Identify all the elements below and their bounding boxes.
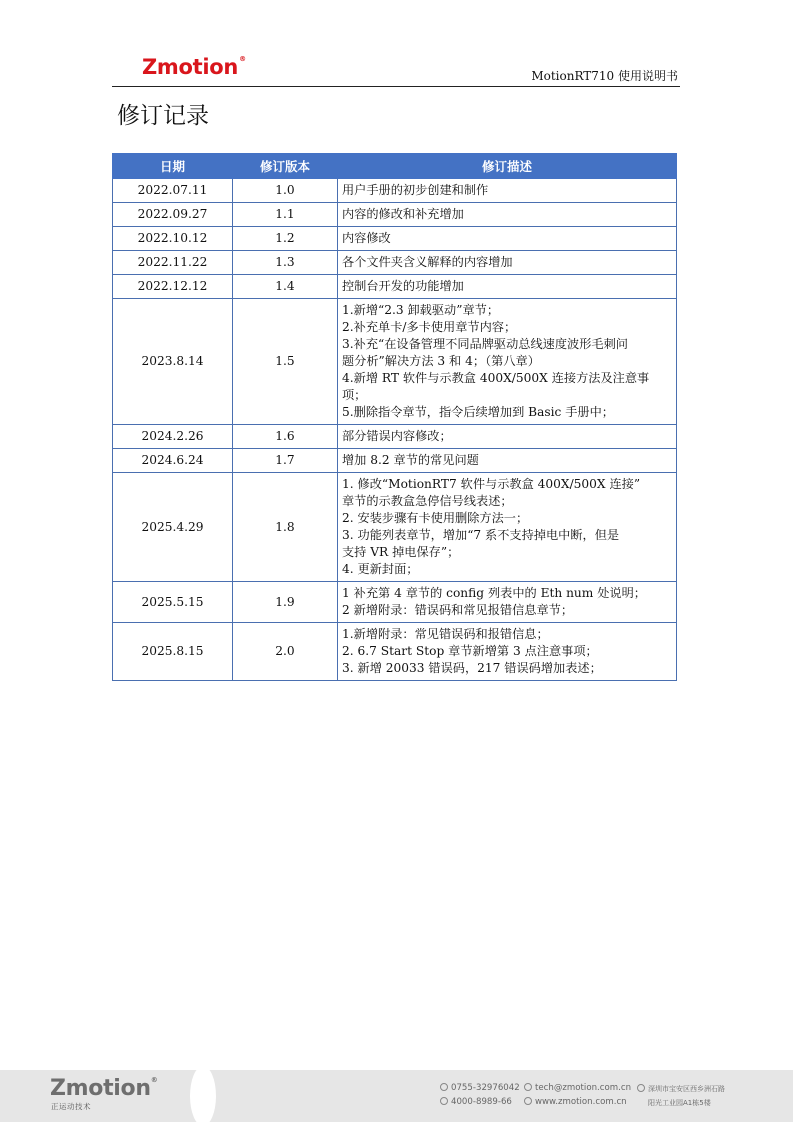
description-line: 部分错误内容修改； [342, 429, 452, 443]
header-rule [112, 86, 680, 87]
table-row [113, 275, 677, 299]
table-row [113, 425, 677, 449]
cell-date: 2025.4.29 [113, 473, 233, 582]
table-row [113, 299, 677, 425]
phone-icon [440, 1083, 448, 1091]
cell-date: 2024.6.24 [113, 449, 233, 473]
footer-logo: Zmotion® [50, 1076, 158, 1101]
footer-tagline: 正运动技术 [51, 1102, 91, 1111]
description-line: 4. 更新封面； [342, 562, 419, 576]
cell-date: 2023.8.14 [113, 299, 233, 425]
description-line: 1.新增“2.3 卸载驱动”章节； [342, 303, 500, 317]
footer-address-2: 阳光工业园A1栋5楼 [648, 1099, 711, 1107]
cell-description [338, 299, 677, 425]
description-line: 各个文件夹含义解释的内容增加 [342, 255, 513, 269]
cell-description [338, 275, 677, 299]
description-line: 2.补充单卡/多卡使用章节内容； [342, 320, 517, 334]
table-row [113, 227, 677, 251]
description-line: 2. 6.7 Start Stop 章节新增第 3 点注意事项； [342, 644, 598, 658]
description-line: 1 补充第 4 章节的 config 列表中的 Eth num 处说明； [342, 586, 646, 600]
description-line: 增加 8.2 章节的常见问题 [342, 453, 479, 467]
footer-website: www.zmotion.com.cn [524, 1097, 627, 1107]
description-line: 3.补充“在设备管理不同品牌驱动总线速度波形毛刺问 [342, 337, 628, 351]
table-row [113, 203, 677, 227]
cell-description [338, 227, 677, 251]
footer-divider [190, 1066, 216, 1126]
description-line: 控制台开发的功能增加 [342, 279, 464, 293]
table-row [113, 473, 677, 582]
footer-phone: 0755-32976042 [440, 1083, 520, 1093]
cell-version: 1.4 [233, 275, 338, 299]
description-line: 1.新增附录：常见错误码和报错信息； [342, 627, 549, 641]
description-line: 内容的修改和补充增加 [342, 207, 464, 221]
cell-date: 2022.11.22 [113, 251, 233, 275]
globe-icon [524, 1097, 532, 1105]
cell-date: 2022.09.27 [113, 203, 233, 227]
table-row [113, 251, 677, 275]
cell-version: 1.8 [233, 473, 338, 582]
cell-description [338, 582, 677, 623]
email-icon [524, 1083, 532, 1091]
cell-version: 1.0 [233, 179, 338, 203]
cell-date: 2024.2.26 [113, 425, 233, 449]
description-line: 章节的示教盒急停信号线表述； [342, 494, 513, 508]
table-row [113, 582, 677, 623]
header-logo: Zmotion® [142, 55, 246, 79]
cell-description [338, 449, 677, 473]
cell-version: 1.1 [233, 203, 338, 227]
cell-version: 2.0 [233, 623, 338, 681]
cell-description [338, 179, 677, 203]
cell-date: 2025.5.15 [113, 582, 233, 623]
cell-version: 1.2 [233, 227, 338, 251]
header-date: 日期 [113, 154, 233, 179]
footer-address-1: 深圳市宝安区西乡洲石路 [637, 1084, 725, 1094]
description-line: 3. 功能列表章节，增加“7 系不支持掉电中断，但是 [342, 528, 620, 542]
description-line: 项； [342, 388, 367, 402]
cell-date: 2022.12.12 [113, 275, 233, 299]
cell-date: 2022.10.12 [113, 227, 233, 251]
header-version: 修订版本 [233, 154, 338, 179]
revision-table [112, 153, 677, 681]
cell-version: 1.7 [233, 449, 338, 473]
description-line: 1. 修改“MotionRT7 软件与示教盒 400X/500X 连接” [342, 477, 641, 491]
table-row [113, 449, 677, 473]
table-header-row [113, 154, 677, 179]
description-line: 2 新增附录：错误码和常见报错信息章节； [342, 603, 574, 617]
location-icon [637, 1084, 645, 1092]
cell-description [338, 473, 677, 582]
cell-version: 1.3 [233, 251, 338, 275]
cell-version: 1.6 [233, 425, 338, 449]
cell-description [338, 623, 677, 681]
cell-description [338, 203, 677, 227]
description-line: 3. 新增 20033 错误码，217 错误码增加表述； [342, 661, 602, 675]
hotline-icon [440, 1097, 448, 1105]
doc-title: MotionRT710 使用说明书 [531, 69, 678, 83]
page-title: 修订记录 [117, 103, 209, 129]
cell-date: 2022.07.11 [113, 179, 233, 203]
cell-description [338, 425, 677, 449]
cell-version: 1.5 [233, 299, 338, 425]
footer-email: tech@zmotion.com.cn [524, 1083, 631, 1093]
description-line: 2. 安装步骤有卡使用删除方法一； [342, 511, 529, 525]
table-row [113, 179, 677, 203]
header-description: 修订描述 [338, 154, 677, 179]
footer-hotline: 4000-8989-66 [440, 1097, 512, 1107]
description-line: 题分析”解决方法 3 和 4；（第八章） [342, 354, 540, 368]
description-line: 用户手册的初步创建和制作 [342, 183, 489, 197]
table-row [113, 623, 677, 681]
cell-description [338, 251, 677, 275]
description-line: 5.删除指令章节，指令后续增加到 Basic 手册中； [342, 405, 614, 419]
description-line: 4.新增 RT 软件与示教盒 400X/500X 连接方法及注意事 [342, 371, 650, 385]
cell-date: 2025.8.15 [113, 623, 233, 681]
cell-version: 1.9 [233, 582, 338, 623]
description-line: 支持 VR 掉电保存”； [342, 545, 460, 559]
description-line: 内容修改 [342, 231, 391, 245]
